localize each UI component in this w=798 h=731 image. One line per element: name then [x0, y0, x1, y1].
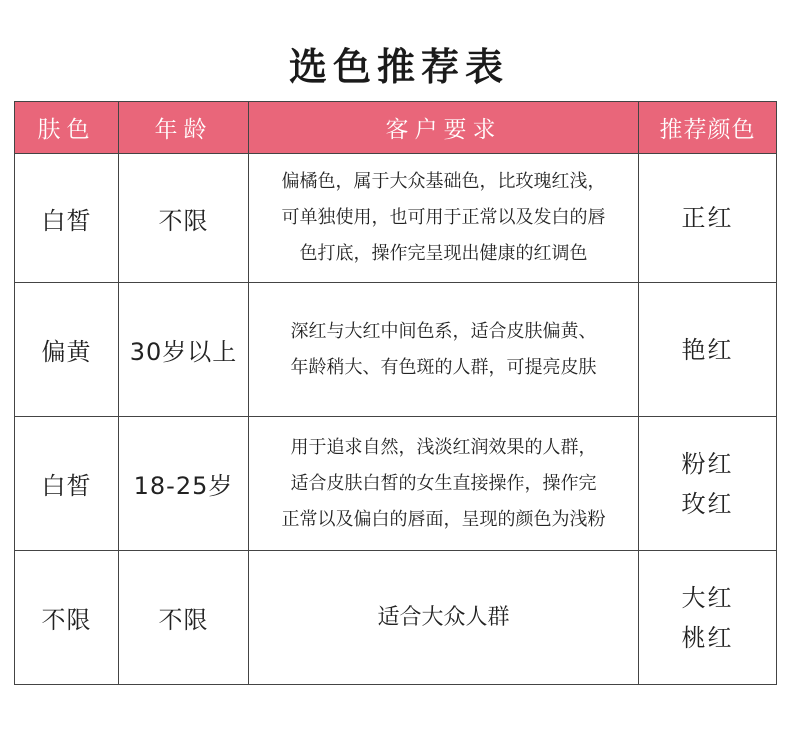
requirement-line: 用于追求自然，浅淡红润效果的人群，: [290, 436, 597, 458]
requirement-line: 色打底，操作完呈现出健康的红调色: [299, 243, 588, 264]
cell-recommended-color: [639, 417, 777, 551]
recommended-color: 大红: [681, 583, 734, 612]
requirement-line: 适合皮肤白皙的女生直接操作，操作完: [290, 472, 597, 494]
color-recommendation-table: [14, 101, 777, 685]
cell-requirement: [249, 417, 639, 551]
cell-age: 18-25岁: [119, 417, 249, 551]
column-header-requirement: 客户要求: [249, 102, 639, 154]
table-row: [15, 551, 777, 685]
recommended-color: 艳红: [681, 335, 734, 364]
cell-age: 30岁以上: [119, 283, 249, 417]
column-header-recommended: 推荐颜色: [639, 102, 777, 154]
requirement-line: 适合大众人群: [377, 604, 510, 630]
cell-recommended-color: [639, 283, 777, 417]
cell-age: 不限: [119, 154, 249, 283]
cell-skin: 偏黄: [15, 283, 119, 417]
cell-skin: 白皙: [15, 417, 119, 551]
cell-recommended-color: [639, 551, 777, 685]
cell-requirement: [249, 154, 639, 283]
recommended-color: 正红: [681, 204, 734, 232]
column-header-age: 年龄: [119, 102, 249, 154]
requirement-line: 可单独使用，也可用于正常以及发白的唇: [281, 207, 606, 228]
page-title: 选色推荐表: [288, 45, 509, 89]
cell-skin: 白皙: [15, 154, 119, 283]
recommended-color: 桃红: [681, 623, 734, 652]
table-row: [15, 283, 777, 417]
requirement-line: 年龄稍大、有色斑的人群，可提亮皮肤: [290, 356, 597, 378]
table-row: [15, 417, 777, 551]
cell-requirement: [249, 551, 639, 685]
recommended-color: 粉红: [681, 449, 734, 478]
recommended-color: 玫红: [681, 489, 734, 518]
table-header-row: [15, 102, 777, 154]
cell-skin: 不限: [15, 551, 119, 685]
requirement-line: 偏橘色，属于大众基础色，比玫瑰红浅，: [281, 171, 606, 192]
cell-recommended-color: [639, 154, 777, 283]
column-header-skin: 肤色: [15, 102, 119, 154]
cell-age: 不限: [119, 551, 249, 685]
requirement-line: 深红与大红中间色系，适合皮肤偏黄、: [290, 320, 597, 342]
table-row: [15, 154, 777, 283]
cell-requirement: [249, 283, 639, 417]
requirement-line: 正常以及偏白的唇面，呈现的颜色为浅粉: [281, 508, 606, 530]
